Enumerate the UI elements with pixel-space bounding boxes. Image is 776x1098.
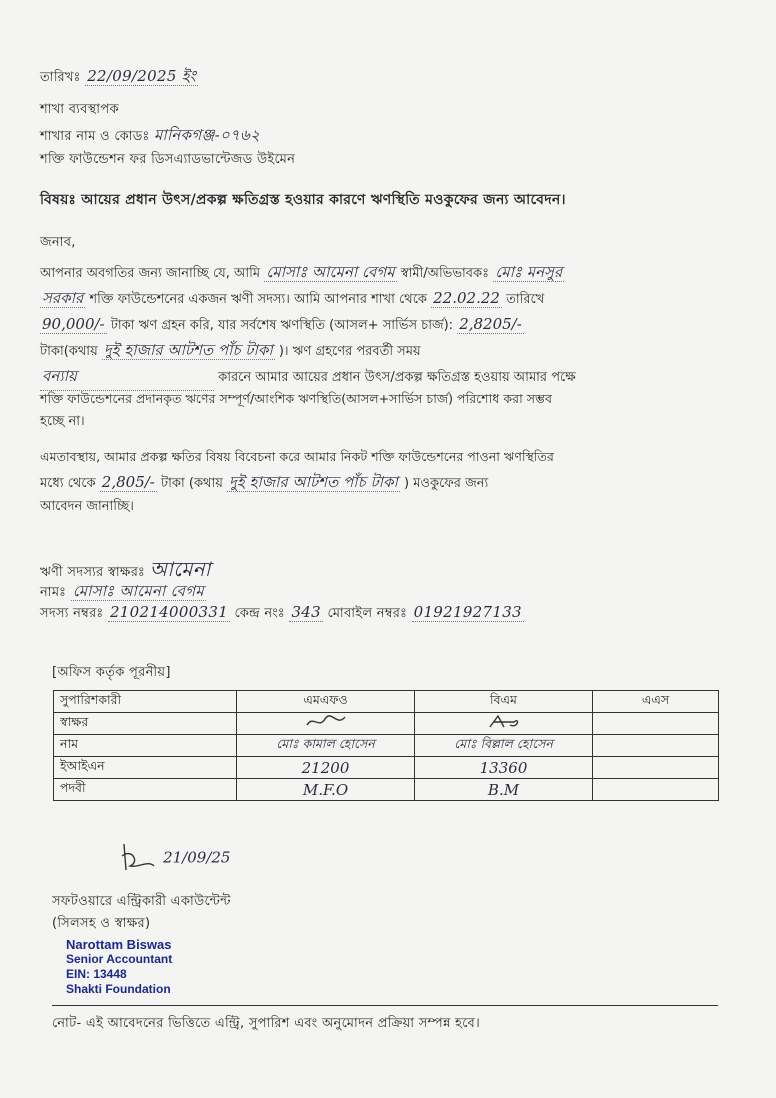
body-line-6: শক্তি ফাউন্ডেশনের প্রদানকৃত ঋণের সম্পূর্ণ/আংশিক ঋণস্থিতি(আসল+সার্ভিস চার্জ) পরিশোধ করা সম্ভব (40, 391, 553, 406)
line-manager: শাখা ব্যবস্থাপক (40, 102, 119, 117)
seal-label: (সিলসহ ও স্বাক্ষর) (52, 916, 151, 931)
table-row: নাম মোঃ কামাল হোসেন মোঃ বিল্লাল হোসেন (54, 735, 719, 757)
balance-words-hw: দুই হাজার আটশত পাঁচ টাকা (103, 341, 273, 359)
signature-scribble-icon (484, 713, 524, 731)
branch-label: শাখার নাম ও কোডঃ (40, 129, 150, 144)
org-name: শক্তি ফাউন্ডেশন ফর ডিসএ্যাডভান্টেজড উইমেন (40, 152, 296, 167)
salutation: জনাব, (40, 235, 76, 250)
waive-words-hw: দুই হাজার আটশত পাঁচ টাকা (229, 473, 398, 491)
recommendation-table (53, 690, 719, 801)
bm-signature (415, 713, 593, 735)
stamp-org: Shakti Foundation (66, 982, 171, 996)
date-value: 22/09/2025 ইং (87, 67, 197, 85)
footer-note: নোট- এই আবেদনের ভিত্তিতে এন্ট্রি, সুপারিশ এবং অনুমোদন প্রক্রিয়া সম্পন্ন হবে। (52, 1016, 481, 1031)
table-header: বিএম (415, 691, 593, 713)
stamp-name: Narottam Biswas (66, 937, 172, 952)
borrower-signature-hw: আমেনা (149, 557, 211, 581)
branch-line (40, 124, 260, 149)
mfo-signature (237, 713, 415, 735)
borrower-ids-line: সদস্য নম্বরঃ 210214000331 কেন্দ্র নংঃ 343 মোবাইল নম্বরঃ 01921927133 (40, 603, 522, 621)
husband-name-hw: মোঃ মনসুর (495, 263, 563, 281)
date-label: তারিখঃ (40, 70, 81, 85)
waive-amount-hw: 2,805/- (101, 473, 155, 491)
table-header-row (54, 691, 719, 713)
borrower-name-hw: মোসাঃ আমেনা বেগম (72, 582, 205, 600)
body-line-2: সরকার শক্তি ফাউন্ডেশনের একজন ঋণী সদস্য। আমি আপনার শাখা থেকে 22.02.22 তারিখে (42, 289, 545, 307)
body-p2-line-3: আবেদন জানাচ্ছি। (40, 499, 134, 514)
signature-date-hw: 21/09/25 (163, 848, 231, 867)
member-number-hw: 210214000331 (109, 603, 229, 621)
table-row: স্বাক্ষর (54, 713, 719, 735)
accountant-signature (118, 840, 230, 876)
signature-scribble-icon (303, 713, 349, 731)
entry-officer: সফটওয়ারে এন্ট্রিকারী একাউন্টেন্ট (52, 894, 231, 909)
applicant-name-hw: মোসাঃ আমেনা বেগম (266, 263, 395, 281)
stamp-title: Senior Accountant (66, 952, 173, 966)
body-p2-line-1: এমতাবস্থায়, আমার প্রকল্প ক্ষতির বিষয় বিবেচনা করে আমার নিকট শক্তি ফাউন্ডেশনের পাওনা ঋণস্থিতির (40, 449, 554, 464)
body-p2-line-2: মধ্যে থেকে 2,805/- টাকা (কথায় দুই হাজার আটশত পাঁচ টাকা ) মওকুফের জন্য (40, 473, 489, 491)
table-row: ইআইএন 21200 13360 (54, 757, 719, 779)
office-label: [অফিস কর্তৃক পূরনীয়] (52, 665, 171, 680)
body-line-4: টাকা(কথায় দুই হাজার আটশত পাঁচ টাকা )। ঋণ গ্রহণের পরবর্তী সময় (40, 341, 421, 359)
loan-amount-hw: 90,000/- (42, 315, 105, 333)
date-line (40, 65, 198, 90)
body-line-1: আপনার অবগতির জন্য জানাচ্ছি যে, আমি মোসাঃ আমেনা বেগম স্বামী/অভিভাবকঃ মোঃ মনসুর (40, 263, 563, 281)
accountant-stamp (66, 937, 172, 997)
balance-hw: 2,8205/- (459, 315, 522, 333)
footer-divider (52, 1005, 718, 1006)
borrower-name-line: নামঃ মোসাঃ আমেনা বেগম (40, 582, 205, 600)
body-line-3: 90,000/- টাকা ঋণ গ্রহন করি, যার সর্বশেষ ঋণস্থিতি (আসল+ সার্ভিস চার্জ): 2,8205/- (42, 315, 522, 333)
table-header: এএস (593, 691, 719, 713)
stamp-ein: EIN: 13448 (66, 967, 127, 981)
borrower-signature-line: ঋণী সদস্যর স্বাক্ষরঃ আমেনা (40, 557, 211, 581)
table-row: পদবী M.F.O B.M (54, 779, 719, 801)
body-line-7: হচ্ছে না। (40, 414, 85, 429)
branch-value: মানিকগঞ্জ-০৭৬২ (154, 126, 261, 144)
center-number-hw: 343 (291, 603, 321, 621)
table-header: এমএফও (237, 691, 415, 713)
mobile-number-hw: 01921927133 (413, 603, 522, 621)
signature-scribble-icon (118, 840, 158, 876)
table-header: সুপারিশকারী (54, 691, 237, 713)
reason-hw: বন্যায় (40, 362, 214, 391)
loan-date-hw: 22.02.22 (433, 289, 500, 307)
subject: বিষয়ঃ আয়ের প্রধান উৎস/প্রকল্প ক্ষতিগ্রস্ত হওয়ার কারণে ঋণস্থিতি মওকুফের জন্য আবেদন। (40, 192, 566, 208)
body-line-5: বন্যায় কারনে আমার আয়ের প্রধান উৎস/প্রকল্প ক্ষতিগ্রস্ত হওয়ায় আমার পক্ষে (40, 362, 576, 392)
